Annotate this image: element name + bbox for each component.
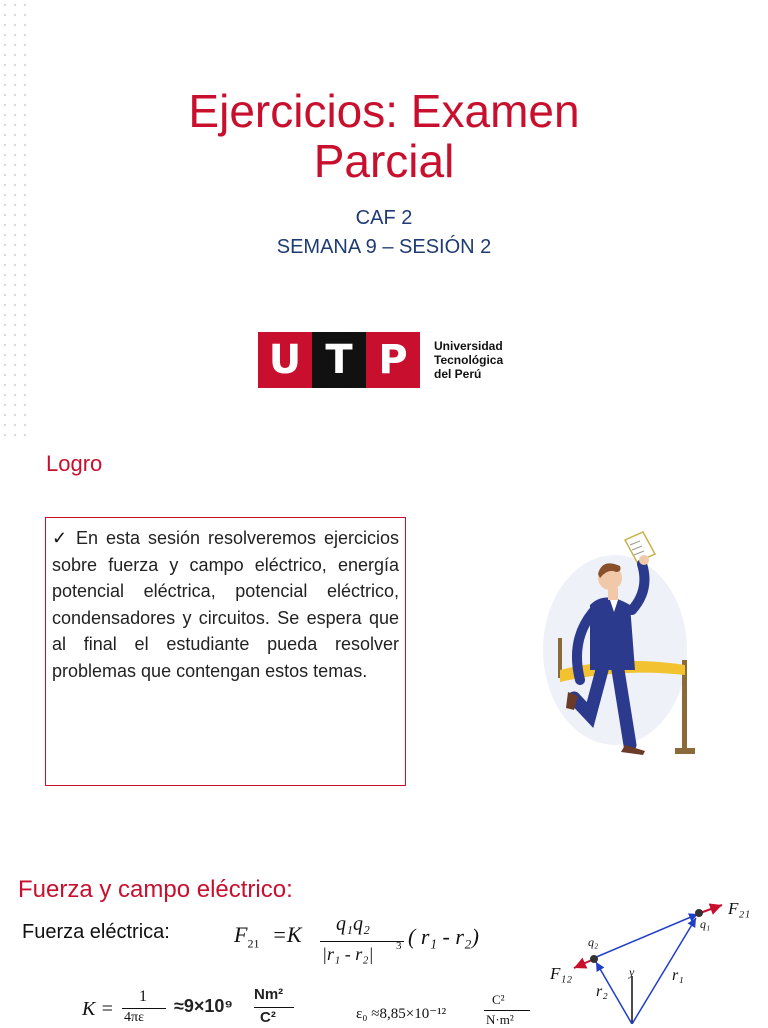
logo-letter-u: U — [258, 332, 312, 388]
formula-exponent: 3 — [396, 940, 402, 952]
r1-vector — [632, 918, 696, 1024]
label-r2: r₂ — [596, 983, 608, 1000]
k-unit-den: C² — [260, 1009, 276, 1026]
logo-letter-t: T — [312, 332, 366, 388]
formula-numerator: q₁q₂ — [336, 913, 370, 935]
label-q1: q₁ — [700, 917, 711, 931]
fuerza-electrica-label: Fuerza eléctrica: — [22, 921, 170, 943]
charge-q2 — [590, 955, 598, 963]
formula-sub: 21 — [247, 936, 260, 951]
title-line-1: Ejercicios: Examen — [188, 85, 580, 137]
k-one: 1 — [139, 988, 147, 1005]
epsilon-value: ε₀ ≈8,85×10⁻¹² — [356, 1006, 447, 1022]
logro-heading: Logro — [46, 451, 103, 476]
r-vector — [594, 914, 698, 958]
label-r1: r₁ — [672, 967, 684, 984]
logo-letter-p: P — [366, 332, 420, 388]
title-line-2: Parcial — [313, 135, 455, 187]
logro-paragraph — [52, 525, 399, 684]
label-y: y — [629, 965, 635, 979]
k-unit-num: Nm² — [254, 986, 284, 1003]
logo-university-name — [434, 339, 503, 381]
k-unit-line — [254, 1007, 294, 1008]
logo-name-line-2: Tecnológica — [434, 353, 504, 367]
utp-logo — [258, 332, 503, 388]
k-fraction-line — [122, 1008, 166, 1009]
f21-vector — [700, 905, 722, 913]
epsilon-unit-line — [484, 1010, 530, 1011]
checkmark-icon: ✓ — [52, 528, 71, 548]
label-q2: q₂ — [588, 935, 599, 949]
logo-letters — [258, 332, 420, 388]
epsilon-unit-den: N·m² — [486, 1012, 514, 1027]
formula-denominator: |r₁ - r₂| — [322, 944, 374, 964]
charge-q1 — [695, 909, 703, 917]
logro-box — [45, 517, 406, 786]
celebrating-man-illustration — [530, 520, 710, 770]
k-approx: ≈9×10⁹ — [174, 996, 233, 1016]
logo-name-line-3: del Perú — [434, 367, 482, 381]
formula-eq-k: =K — [272, 922, 302, 947]
fuerza-campo-heading: Fuerza y campo eléctrico: — [18, 876, 293, 903]
logro-text: En esta sesión resolveremos ejercicios sobre fuerza y campo eléctrico, energía potencial eléctrica, potencial eléctrico, condensadores y circuitos. Se espera que al final el estudiante pueda resolver problemas que contengan estos temas. — [52, 528, 399, 681]
course-code: CAF 2 — [355, 207, 413, 229]
label-f12: F₁₂ — [550, 964, 573, 983]
k-den: 4πε — [124, 1010, 144, 1025]
formula-difference: ( r₁ - r₂) — [408, 924, 479, 949]
epsilon-unit-num: C² — [492, 992, 505, 1007]
formula-lhs — [234, 922, 259, 951]
slide-title — [0, 86, 768, 186]
label-f21: F₂₁ — [728, 899, 751, 918]
formula-f: F — [234, 922, 248, 947]
k-def: K = — [82, 998, 114, 1020]
logo-name-line-1: Universidad — [434, 339, 503, 353]
session-label: SEMANA 9 – SESIÓN 2 — [276, 236, 492, 258]
formula-fraction-line — [320, 941, 404, 942]
force-vector-diagram — [540, 888, 760, 1024]
